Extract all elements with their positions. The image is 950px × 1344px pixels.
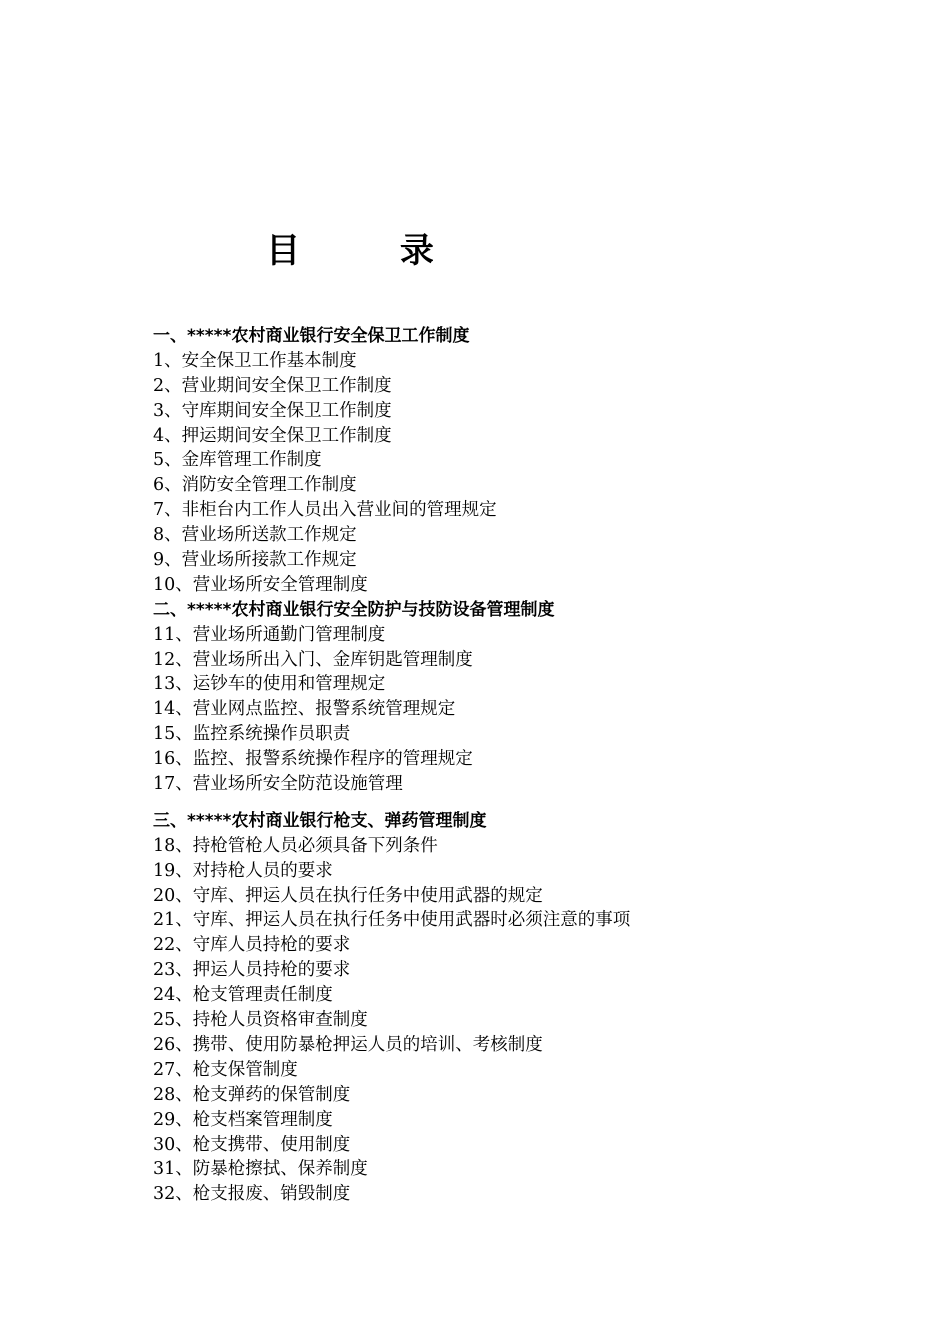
toc-item: 19、对持枪人员的要求 <box>153 860 333 881</box>
toc-item: 31、防暴枪擦拭、保养制度 <box>153 1159 368 1180</box>
toc-section-heading: 一、*****农村商业银行安全保卫工作制度 <box>153 326 470 346</box>
toc-item: 29、枪支档案管理制度 <box>153 1109 333 1130</box>
toc-item: 12、营业场所出入门、金库钥匙管理制度 <box>153 649 473 670</box>
toc-item: 2、营业期间安全保卫工作制度 <box>153 375 392 396</box>
toc-item: 20、守库、押运人员在执行任务中使用武器的规定 <box>153 885 543 906</box>
toc-item: 24、枪支管理责任制度 <box>153 985 333 1006</box>
toc-item: 10、营业场所安全管理制度 <box>153 574 368 595</box>
toc-item: 26、携带、使用防暴枪押运人员的培训、考核制度 <box>153 1034 543 1055</box>
toc-item: 32、枪支报废、销毁制度 <box>153 1184 351 1205</box>
table-of-contents <box>153 324 913 1207</box>
toc-item: 25、持枪人员资格审查制度 <box>153 1010 368 1031</box>
toc-item: 22、守库人员持枪的要求 <box>153 935 351 956</box>
toc-item: 16、监控、报警系统操作程序的管理规定 <box>153 749 473 770</box>
toc-item: 21、守库、押运人员在执行任务中使用武器时必须注意的事项 <box>153 910 631 931</box>
toc-item: 28、枪支弹药的保管制度 <box>153 1084 351 1105</box>
toc-item: 17、营业场所安全防范设施管理 <box>153 774 403 795</box>
toc-item: 14、营业网点监控、报警系统管理规定 <box>153 699 456 720</box>
toc-item: 4、押运期间安全保卫工作制度 <box>153 425 392 446</box>
toc-item: 6、消防安全管理工作制度 <box>153 475 357 496</box>
toc-item: 3、守库期间安全保卫工作制度 <box>153 400 392 421</box>
toc-section-heading: 二、*****农村商业银行安全防护与技防设备管理制度 <box>153 599 555 620</box>
toc-item: 15、监控系统操作员职责 <box>153 724 351 745</box>
toc-item: 11、营业场所通勤门管理制度 <box>153 624 386 645</box>
toc-item: 30、枪支携带、使用制度 <box>153 1134 351 1155</box>
toc-item: 5、金库管理工作制度 <box>153 450 322 471</box>
toc-item: 27、枪支保管制度 <box>153 1059 298 1080</box>
page-title: 目 录 <box>266 231 478 271</box>
toc-section-heading: 三、*****农村商业银行枪支、弹药管理制度 <box>153 810 487 831</box>
toc-item: 13、运钞车的使用和管理规定 <box>153 674 386 695</box>
toc-item: 23、押运人员持枪的要求 <box>153 960 351 981</box>
toc-item: 1、安全保卫工作基本制度 <box>153 350 357 371</box>
toc-item: 8、营业场所送款工作规定 <box>153 525 357 546</box>
toc-item: 9、营业场所接款工作规定 <box>153 550 357 571</box>
toc-item: 7、非柜台内工作人员出入营业间的管理规定 <box>153 500 497 521</box>
toc-item: 18、持枪管枪人员必须具备下列条件 <box>153 835 438 856</box>
